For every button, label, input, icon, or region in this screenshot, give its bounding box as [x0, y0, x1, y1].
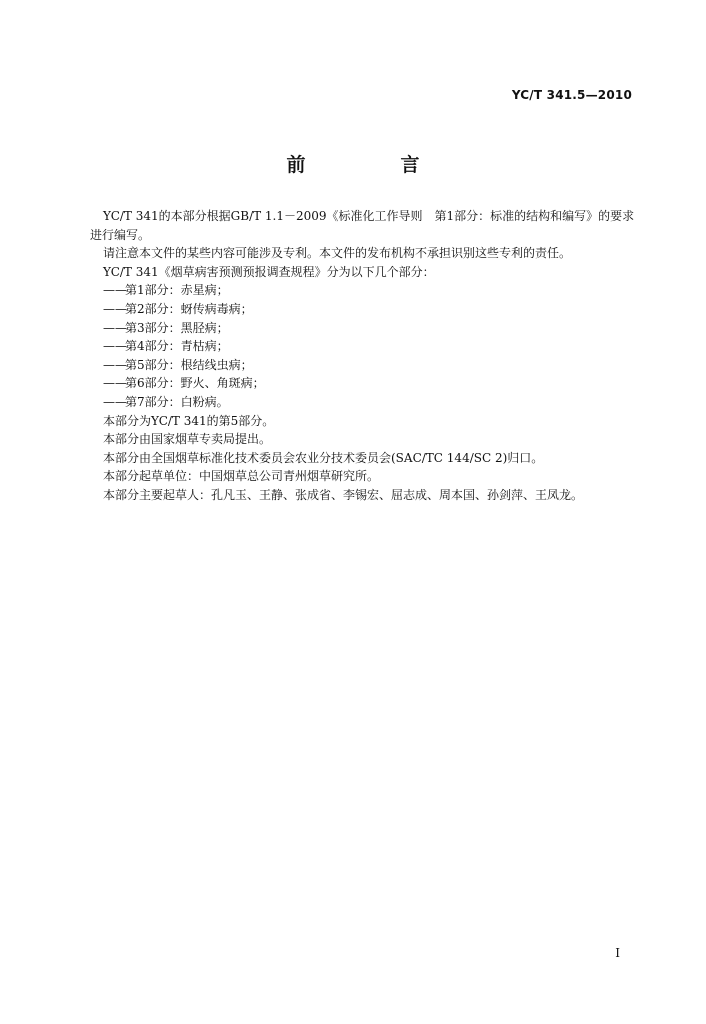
list-dash: —— [103, 283, 127, 298]
paragraph-patent-notice: 请注意本文件的某些内容可能涉及专利。本文件的发布机构不承担识别这些专利的责任。 [103, 246, 572, 261]
list-item-text: 第6部分：野火、角斑病； [125, 376, 265, 391]
list-item [90, 356, 635, 375]
list-dash: —— [103, 394, 127, 409]
standard-code: YC/T 341.5—2010 [511, 88, 632, 102]
list-dash: —— [103, 376, 127, 391]
list-item-text: 第5部分：根结线虫病； [125, 357, 253, 372]
list-dash: —— [103, 320, 127, 335]
list-item-text: 第4部分：青枯病； [125, 339, 229, 354]
list-item [90, 393, 635, 412]
paragraph-part-number: 本部分为YC/T 341的第5部分。 [103, 413, 275, 428]
list-dash: —— [103, 339, 127, 354]
list-item-text: 第1部分：赤星病； [125, 283, 229, 298]
paragraph-drafting-unit: 本部分起草单位：中国烟草总公司青州烟草研究所。 [103, 469, 380, 484]
list-dash: —— [103, 301, 127, 316]
paragraph-drafters: 本部分主要起草人：孔凡玉、王静、张成省、李锡宏、屈志成、周本国、孙剑萍、王凤龙。 [103, 487, 584, 502]
list-item [90, 374, 635, 393]
list-item [90, 337, 635, 356]
foreword-body [90, 207, 635, 505]
list-dash: —— [103, 357, 127, 372]
list-item [90, 281, 635, 300]
list-item [90, 319, 635, 338]
list-item-text: 第7部分：白粉病。 [125, 394, 229, 409]
page-title: 前 言 [286, 154, 458, 176]
list-item-text: 第2部分：蚜传病毒病； [125, 301, 253, 316]
paragraph-proposer: 本部分由国家烟草专卖局提出。 [103, 432, 272, 447]
list-item [90, 300, 635, 319]
list-item-text: 第3部分：黑胫病； [125, 320, 229, 335]
paragraph-committee: 本部分由全国烟草标准化技术委员会农业分技术委员会(SAC/TC 144/SC 2)归口。 [103, 450, 544, 465]
paragraph-parts-intro: YC/T 341《烟草病害预测预报调查规程》分为以下几个部分： [103, 264, 435, 279]
parts-list [90, 281, 635, 411]
page-number: I [615, 946, 620, 960]
paragraph-basis: YC/T 341的本部分根据GB/T 1.1－2009《标准化工作导则 第1部分：标准的结构和编写》的要求进行编写。 [90, 209, 635, 242]
